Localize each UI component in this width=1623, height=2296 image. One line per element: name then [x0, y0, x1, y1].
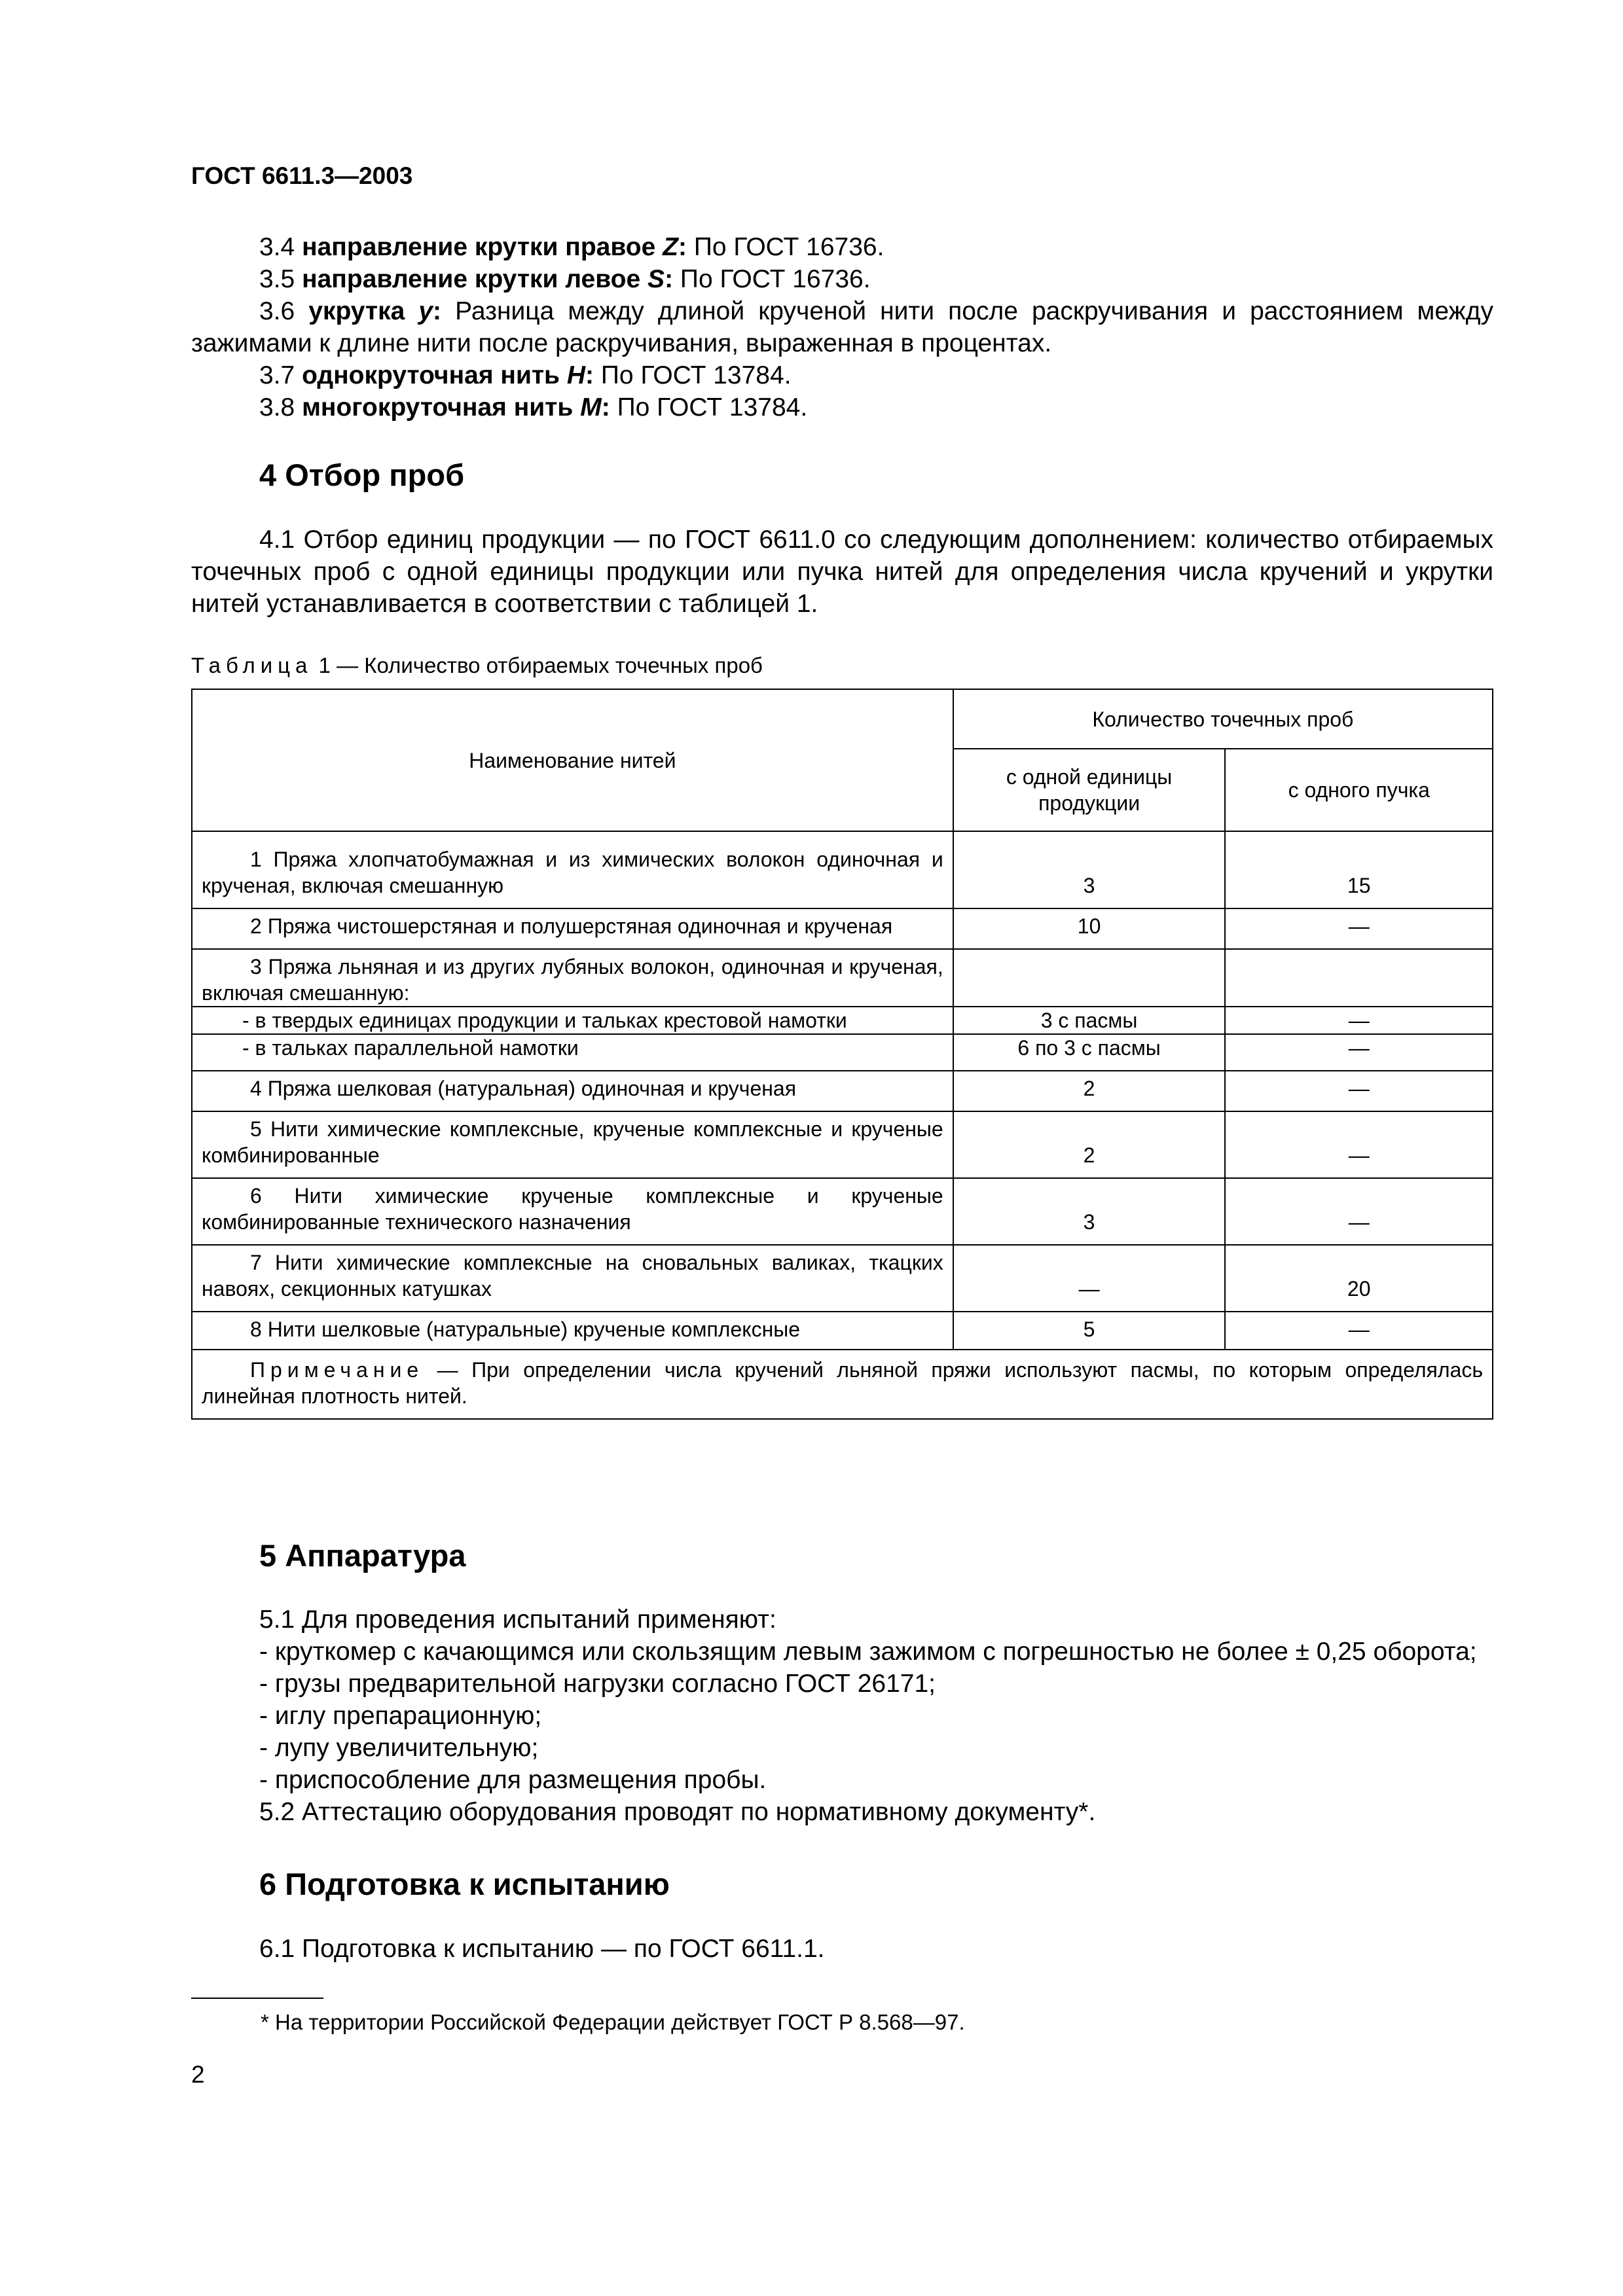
definition-3-5: 3.5 направление крутки левое S: По ГОСТ 16736. [191, 263, 1493, 295]
document-header: ГОСТ 6611.3—2003 [191, 162, 413, 189]
definition-number: 3.7 [259, 361, 295, 389]
page-number: 2 [191, 2061, 205, 2088]
definition-symbol: S [647, 265, 665, 293]
definition-3-4: 3.4 направление крутки правое Z: По ГОСТ 16736. [191, 231, 1493, 263]
definition-text: По ГОСТ 16736. [693, 233, 884, 261]
table-row: 6 Нити химические крученые комплексные и крученые комбинированные технического назначения 3 — [192, 1178, 1493, 1245]
definition-term: направление крутки правое [302, 233, 656, 261]
list-item: - приспособление для размещения пробы. [259, 1766, 767, 1794]
table-note-text: — При определении числа кручений льняной пряжи используют пасмы, по которым определялась линейная плотность нитей. [202, 1358, 1483, 1408]
table-row: - в тальках параллельной намотки 6 по 3 с пасмы — [192, 1034, 1493, 1071]
table-note [192, 1350, 1493, 1419]
definition-3-6: 3.6 укрутка y: Разница между длиной крученой нити после раскручивания и расстоянием между зажимами к длине нити после раскручивания, выраженная в процентах. [191, 297, 1493, 357]
table-row: 2 Пряжа чистошерстяная и полушерстяная одиночная и крученая 10 — [192, 908, 1493, 949]
section-4-paragraph: 4.1 Отбор единиц продукции — по ГОСТ 6611.0 со следующим дополнением: количество отбираемых точечных проб с одной единицы продукции или пучка нитей для определения числа кручений и укрутки нитей устанавливается в соответствии с таблицей 1. [191, 526, 1493, 618]
definition-number: 3.4 [259, 233, 295, 261]
definition-number: 3.5 [259, 265, 295, 293]
section-6-paragraph: 6.1 Подготовка к испытанию — по ГОСТ 6611.1. [259, 1935, 825, 1963]
footnote: * На территории Российской Федерации действует ГОСТ Р 8.568—97. [261, 2010, 965, 2034]
section-5-list [259, 1604, 1493, 1828]
definition-symbol: H [566, 361, 586, 389]
samples-table [191, 689, 1493, 1420]
definition-number: 3.6 [259, 297, 295, 325]
table-caption [191, 653, 763, 678]
definition-3-8: 3.8 многокруточная нить M: По ГОСТ 13784. [191, 391, 1493, 423]
table-note-label: Примечание [250, 1358, 424, 1382]
definition-symbol: Z [663, 233, 678, 261]
column-header-per-bundle: с одного пучка [1225, 749, 1493, 831]
definition-3-7: 3.7 однокруточная нить H: По ГОСТ 13784. [191, 359, 1493, 391]
list-item: - круткомер с качающимся или скользящим левым зажимом с погрешностью не более ± 0,25 оборота; [259, 1638, 1477, 1666]
column-header-thread-name: Наименование нитей [192, 689, 953, 831]
table-row: 1 Пряжа хлопчатобумажная и из химических волокон одиночная и крученая, включая смешанную 3 15 [192, 831, 1493, 908]
column-header-per-unit: с одной единицы продукции [953, 749, 1226, 831]
list-item: - грузы предварительной нагрузки согласно ГОСТ 26171; [259, 1670, 936, 1698]
section-5-title: 5 Аппаратура [259, 1538, 466, 1573]
definition-text: По ГОСТ 16736. [680, 265, 871, 293]
definition-symbol: M [580, 393, 602, 422]
definition-text: По ГОСТ 13784. [617, 393, 808, 422]
definition-term: укрутка [308, 297, 405, 325]
table-caption-text: 1 — Количество отбираемых точечных проб [318, 653, 763, 677]
table-row: 5 Нити химические комплексные, крученые комплексные и крученые комбинированные 2 — [192, 1111, 1493, 1178]
definition-number: 3.8 [259, 393, 295, 422]
definition-text: По ГОСТ 13784. [600, 361, 792, 389]
table-row: 7 Нити химические комплексные на сновальных валиках, ткацких навоях, секционных катушках — 20 [192, 1245, 1493, 1312]
table-row: 8 Нити шелковые (натуральные) крученые комплексные 5 — [192, 1312, 1493, 1350]
section-4-title: 4 Отбор проб [259, 457, 465, 492]
table-row: 3 Пряжа льняная и из других лубяных волокон, одиночная и крученая, включая смешанную: [192, 949, 1493, 1007]
list-item: - лупу увеличительную; [259, 1734, 539, 1762]
definition-symbol: y [418, 297, 433, 325]
table-row: 4 Пряжа шелковая (натуральная) одиночная и крученая 2 — [192, 1071, 1493, 1111]
definition-term: направление крутки левое [302, 265, 641, 293]
definition-term: однокруточная нить [302, 361, 560, 389]
column-header-sample-count: Количество точечных проб [953, 689, 1493, 749]
section-5-intro: 5.1 Для проведения испытаний применяют: [259, 1605, 776, 1634]
definition-text: Разница между длиной крученой нити после раскручивания и расстоянием между зажимами к длине нити после раскручивания, выраженная в процентах. [191, 297, 1493, 357]
section-6-title: 6 Подготовка к испытанию [259, 1867, 670, 1901]
footnote-divider [191, 1998, 323, 1999]
list-item: - иглу препарационную; [259, 1702, 542, 1730]
table-caption-label: Таблица [191, 653, 313, 677]
table-row: - в твердых единицах продукции и тальках крестовой намотки 3 с пасмы — [192, 1007, 1493, 1034]
section-5-paragraph-2: 5.2 Аттестацию оборудования проводят по нормативному документу*. [259, 1798, 1096, 1826]
definition-term: многокруточная нить [302, 393, 574, 422]
